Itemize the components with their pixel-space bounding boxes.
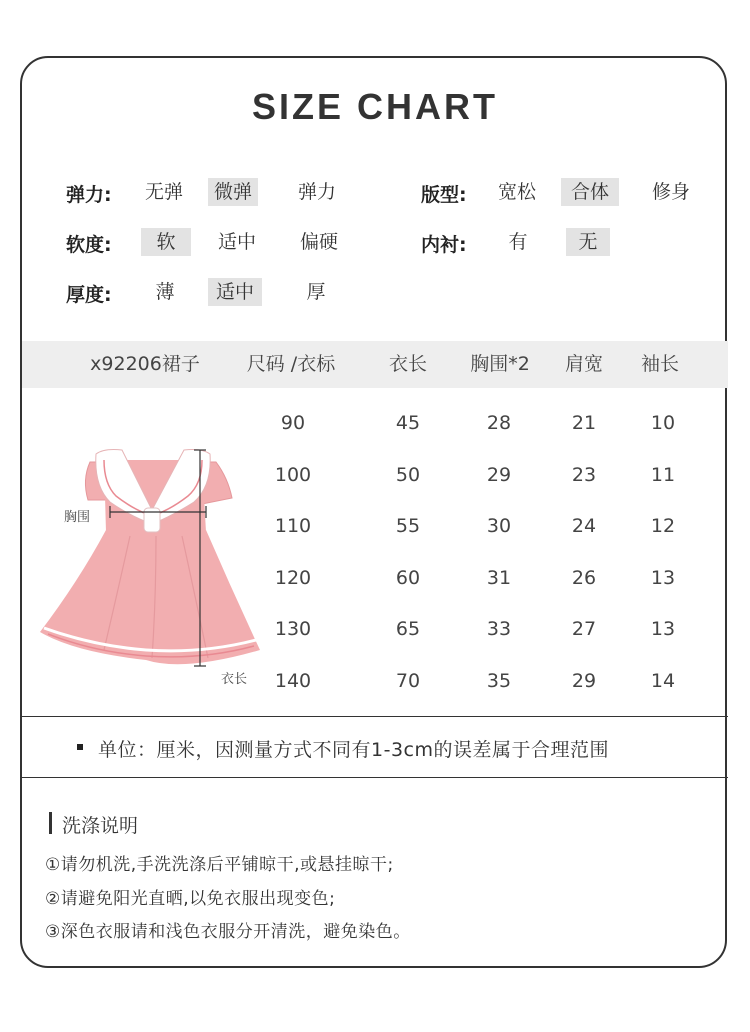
skirt [40,530,260,664]
bullet-icon [77,744,83,750]
cell-chest: 33 [486,618,512,640]
cell-length: 70 [395,670,421,692]
thickness-option-thick: 厚 [306,281,326,303]
softness-label: 软度: [66,234,112,256]
cell-sleeve: 13 [650,567,676,589]
fit-option-slim: 修身 [651,181,690,203]
cell-length: 45 [395,412,421,434]
cell-size: 120 [274,567,312,589]
cell-length: 65 [395,618,421,640]
cell-shoulder: 23 [571,464,597,486]
lining-option-yes: 有 [508,231,528,253]
softness-option-soft: 软 [141,228,191,256]
cell-length: 50 [395,464,421,486]
fit-option-regular: 合体 [561,178,619,206]
cell-length: 60 [395,567,421,589]
thickness-option-medium: 适中 [208,278,262,306]
fit-option-loose: 宽松 [497,181,536,203]
header-sleeve: 袖长 [640,353,679,375]
cell-shoulder: 24 [571,515,597,537]
header-shoulder: 肩宽 [564,353,603,375]
length-label: 衣长 [221,672,248,687]
cell-shoulder: 29 [571,670,597,692]
care-item: ③深色衣服请和浅色衣服分开清洗，避免染色。 [45,922,411,942]
cell-sleeve: 12 [650,515,676,537]
cell-shoulder: 21 [571,412,597,434]
cell-sleeve: 13 [650,618,676,640]
cell-chest: 30 [486,515,512,537]
section-bar [49,812,52,834]
cell-sleeve: 11 [650,464,676,486]
cell-chest: 28 [486,412,512,434]
care-title: 洗涤说明 [62,815,139,837]
lining-label: 内衬: [421,234,467,256]
cell-size: 140 [274,670,312,692]
softness-option-medium: 适中 [217,231,256,253]
header-product: x92206裙子 [90,353,200,375]
cell-size: 110 [274,515,312,537]
cell-size: 100 [274,464,312,486]
care-item: ②请避免阳光直晒,以免衣服出现变色; [45,889,336,909]
header-chest: 胸围*2 [470,353,530,375]
thickness-label: 厚度: [66,284,112,306]
softness-option-stiff: 偏硬 [299,231,338,253]
header-size: 尺码 /衣标 [246,353,336,375]
lining-option-no: 无 [566,228,610,256]
divider [22,777,728,778]
divider [22,716,728,717]
fit-label: 版型: [421,184,467,206]
cell-length: 55 [395,515,421,537]
elasticity-option-slight: 微弹 [208,178,258,206]
unit-note: 单位：厘米，因测量方式不同有1-3cm的误差属于合理范围 [98,739,609,761]
elasticity-option-stretch: 弹力 [297,181,336,203]
dress-illustration [34,440,266,676]
cell-sleeve: 10 [650,412,676,434]
elasticity-label: 弹力: [66,184,112,206]
thickness-option-thin: 薄 [155,281,175,303]
chest-label: 胸围 [64,510,91,525]
cell-sleeve: 14 [650,670,676,692]
cell-shoulder: 27 [571,618,597,640]
cell-chest: 31 [486,567,512,589]
care-item: ①请勿机洗,手洗洗涤后平铺晾干,或悬挂晾干; [45,855,394,875]
header-length: 衣长 [388,353,427,375]
cell-chest: 29 [486,464,512,486]
cell-size: 130 [274,618,312,640]
cell-size: 90 [280,412,306,434]
cell-chest: 35 [486,670,512,692]
page-title: SIZE CHART [252,86,498,127]
elasticity-option-none: 无弹 [144,181,183,203]
cell-shoulder: 26 [571,567,597,589]
